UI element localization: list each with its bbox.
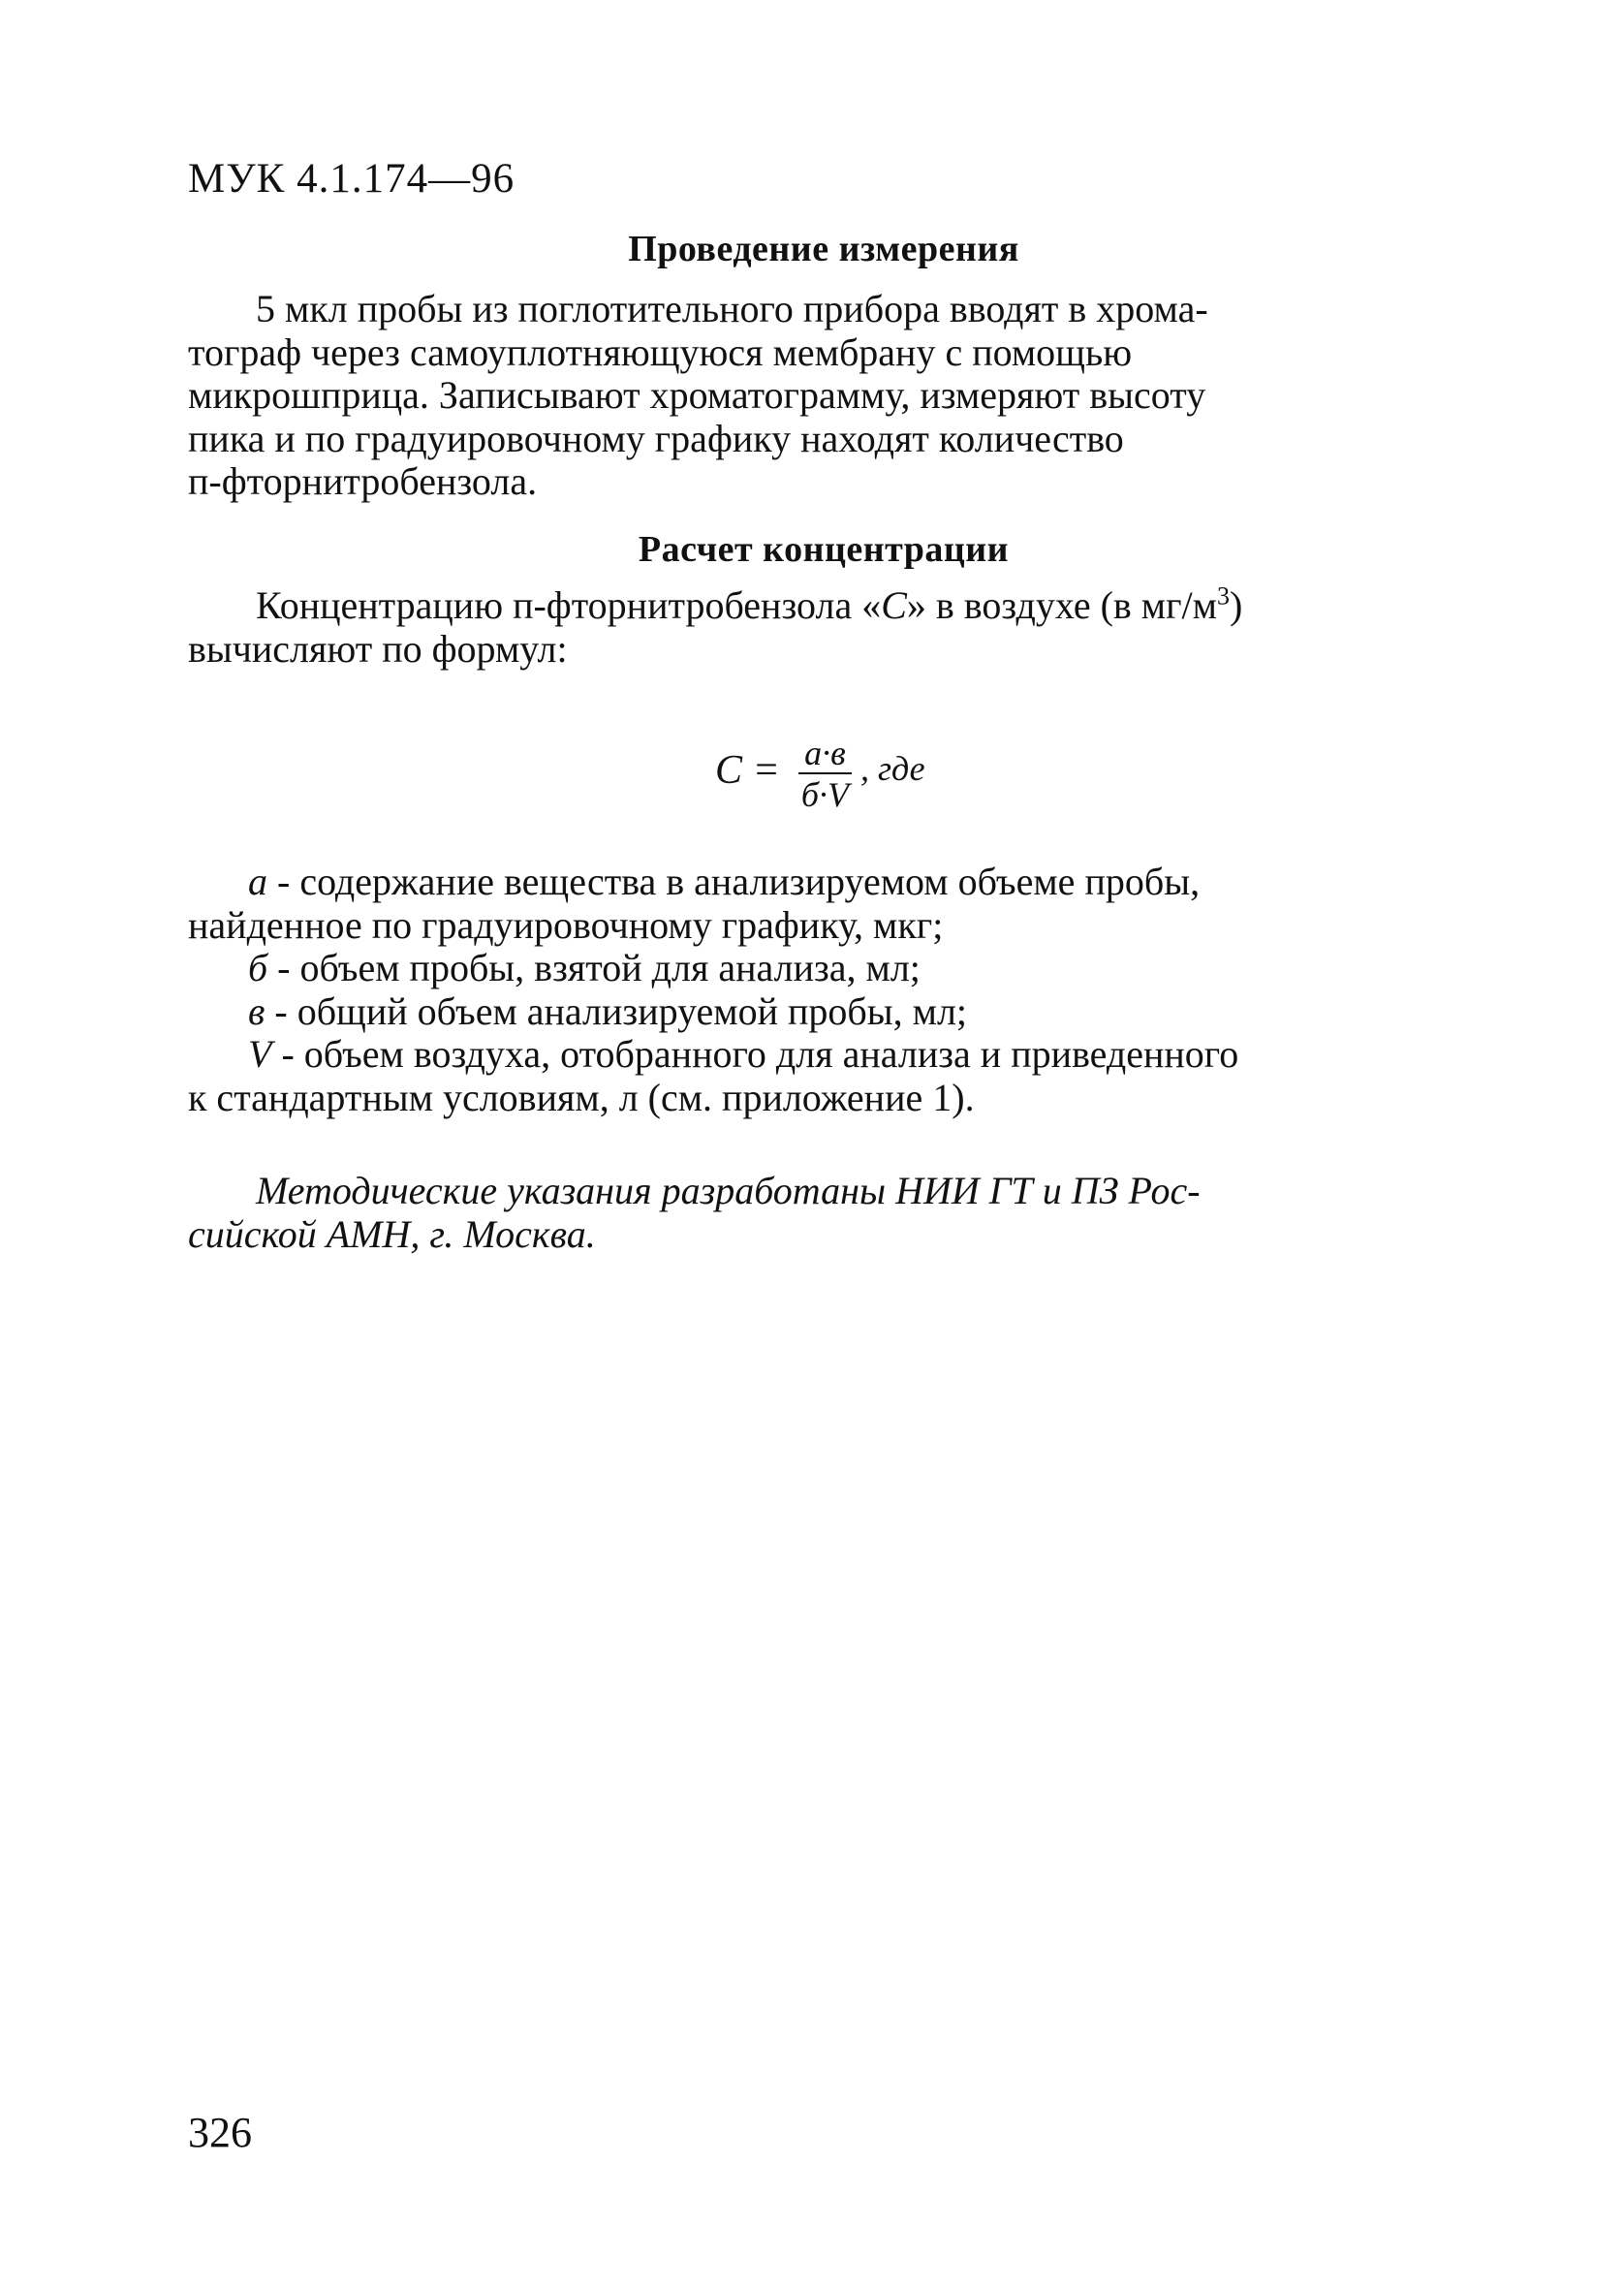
definition-text: - содержание вещества в анализируемом объеме пробы, (267, 860, 1201, 903)
definition-line (188, 990, 1459, 1034)
formula-denominator: б·V (800, 775, 849, 814)
note-line: сийской АМН, г. Москва. (188, 1211, 596, 1256)
definition-line (188, 1033, 1459, 1077)
authorship-note (188, 1170, 1459, 1256)
text-run: » в воздухе (в мг/м (906, 583, 1217, 627)
text-run: Концентрацию п-фторнитробензола « (256, 583, 882, 627)
paragraph-line: тограф через самоуплотняющуюся мембрану с помощью (188, 329, 1133, 374)
variable-symbol: в (248, 988, 265, 1033)
formula-fraction (796, 734, 855, 815)
concentration-formula (715, 722, 925, 819)
formula-lhs: C = (715, 748, 780, 793)
paragraph-line (188, 581, 1459, 628)
variable-symbol: б (248, 946, 268, 990)
paragraph-line: пика и по градуировочному графику находят количество (188, 416, 1124, 460)
definition-line (188, 1077, 1459, 1120)
note-line: Методические указания разработаны НИИ ГТ и ПЗ Рос- (256, 1169, 1201, 1212)
variable-symbol: V (248, 1032, 272, 1077)
superscript: 3 (1216, 581, 1230, 611)
calculation-paragraph (188, 581, 1459, 671)
definition-line (188, 947, 1459, 990)
paragraph-line: п-фторнитробензола. (188, 459, 538, 504)
paragraph-line: 5 мкл пробы из поглотительного прибора вводят в хрома- (256, 287, 1208, 330)
definition-text: - общий объем анализируемой пробы, мл; (265, 988, 968, 1033)
section-heading-calculation: Расчет концентрации (638, 529, 1010, 570)
definition-text: найденное по градуировочному графику, мкг; (188, 902, 944, 947)
text-run: ) (1229, 583, 1243, 627)
measurement-paragraph (188, 288, 1459, 504)
page-number: 326 (188, 2109, 252, 2156)
definition-text: - объем пробы, взятой для анализа, мл; (267, 946, 921, 990)
paragraph-line: вычисляют по формул: (188, 626, 568, 671)
variable-symbol: а (248, 860, 267, 903)
variable-definitions (188, 861, 1459, 1120)
formula-numerator: а·в (798, 734, 852, 774)
definition-text: к стандартным условиям, л (см. приложение 1). (188, 1075, 975, 1119)
document-code-header: МУК 4.1.174—96 (188, 156, 515, 202)
section-heading-measurement: Проведение измерения (628, 229, 1019, 269)
paragraph-line: микрошприца. Записывают хроматограмму, измеряют высоту (188, 373, 1206, 418)
formula-tail: , где (859, 749, 925, 788)
definition-text: - объем воздуха, отобранного для анализа и приведенного (271, 1032, 1239, 1077)
definition-line (188, 904, 1459, 948)
concentration-symbol: C (881, 583, 907, 627)
definition-line (188, 861, 1459, 904)
